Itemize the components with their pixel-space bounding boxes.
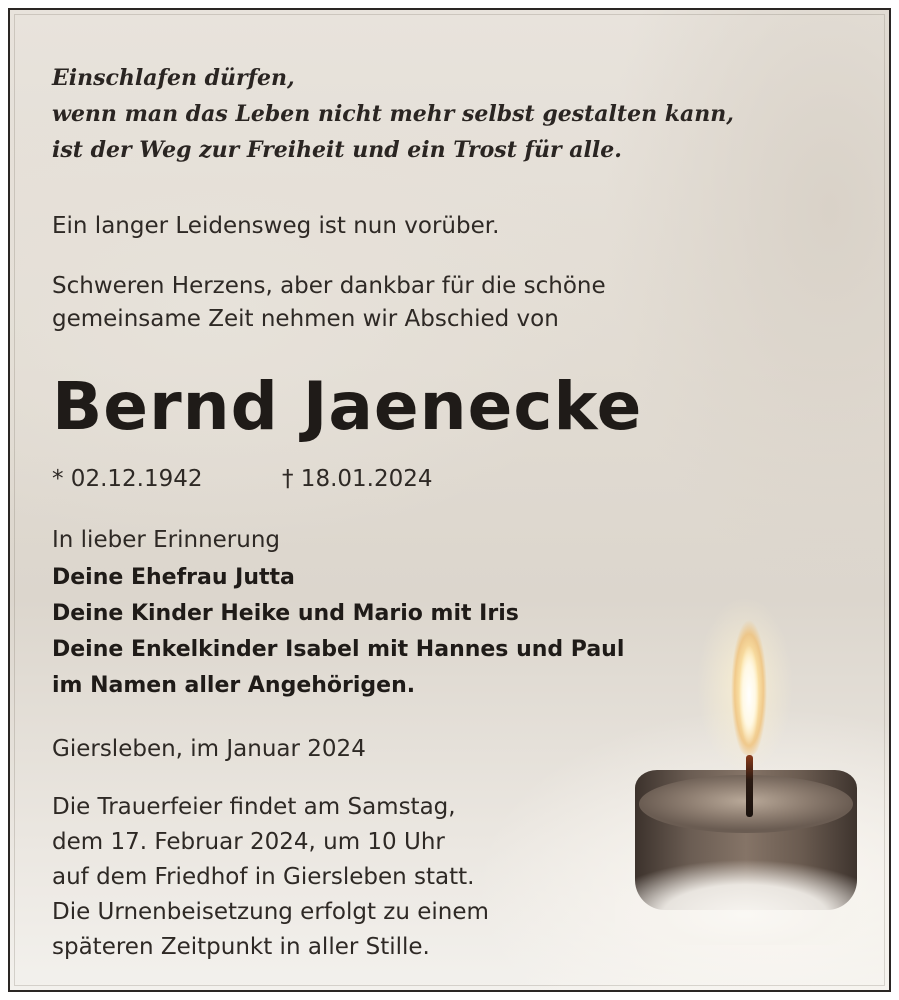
birth-date: * 02.12.1942 <box>52 466 203 492</box>
quote-line: Einschlafen dürfen, <box>52 65 295 91</box>
death-date: † 18.01.2024 <box>282 466 433 492</box>
deceased-name: Bernd Jaenecke <box>52 368 643 445</box>
ceremony-line: auf dem Friedhof in Giersleben statt. <box>52 864 475 890</box>
ceremony-line: Die Trauerfeier findet am Samstag, <box>52 794 456 820</box>
fur-backdrop <box>615 855 875 945</box>
mourners-list <box>52 560 624 704</box>
ceremony-info <box>52 790 489 965</box>
ceremony-line: dem 17. Februar 2024, um 10 Uhr <box>52 829 445 855</box>
wick <box>746 755 753 817</box>
mourner-line: Deine Ehefrau Jutta <box>52 565 295 590</box>
mourner-line: Deine Enkelkinder Isabel mit Hannes und Paul <box>52 637 625 662</box>
ceremony-line: Die Urnenbeisetzung erfolgt zu einem <box>52 899 489 925</box>
abschied-line: gemeinsame Zeit nehmen wir Abschied von <box>52 306 559 332</box>
quote-line: ist der Weg zur Freiheit und ein Trost für alle. <box>52 137 622 163</box>
abschied-text <box>52 270 606 336</box>
mourner-line: im Namen aller Angehörigen. <box>52 673 416 698</box>
obituary-notice <box>8 8 891 992</box>
quote-line: wenn man das Leben nicht mehr selbst gestalten kann, <box>52 101 734 127</box>
leidensweg-text: Ein langer Leidensweg ist nun vorüber. <box>52 213 500 239</box>
remembrance-intro: In lieber Erinnerung <box>52 527 281 553</box>
place-date: Giersleben, im Januar 2024 <box>52 736 366 762</box>
ceremony-line: späteren Zeitpunkt in aller Stille. <box>52 934 430 960</box>
abschied-line: Schweren Herzens, aber dankbar für die schöne <box>52 273 606 299</box>
mourner-line: Deine Kinder Heike und Mario mit Iris <box>52 601 519 626</box>
poem-quote <box>52 60 734 168</box>
candle-icon <box>615 585 875 945</box>
